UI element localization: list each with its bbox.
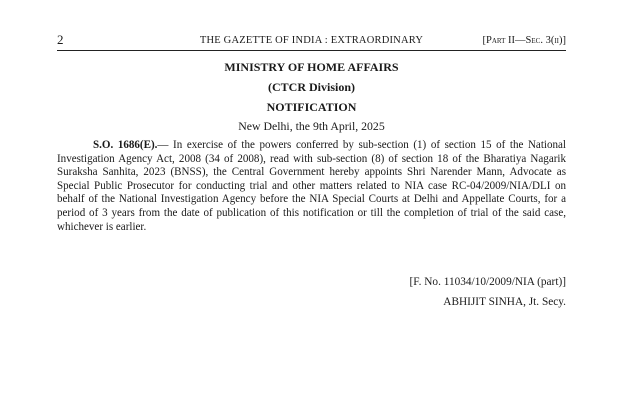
section-reference	[483, 34, 566, 48]
division-heading: (CTCR Division)	[267, 80, 355, 94]
signatory: ABHIJIT SINHA, Jt. Secy.	[443, 296, 566, 308]
page-header	[57, 34, 566, 48]
notification-body	[57, 139, 566, 234]
notification-title: NOTIFICATION	[266, 100, 357, 114]
section-part: Part II—Sec. 3(ii)	[486, 35, 563, 46]
ministry-heading: MINISTRY OF HOME AFFAIRS	[224, 60, 399, 74]
header-rule	[57, 50, 566, 51]
file-number: [F. No. 11034/10/2009/NIA (part)]	[409, 276, 566, 288]
notification-body-text: — In exercise of the powers conferred by sub-section (1) of section 15 of the National Investigation Agency Act, 2008 (34 of 2008), read with sub-section (8) of section 18 of the Bharatiya Nagarik Suraksha Sanhita, 2023 (BNSS), the Central Government hereby appoints Shri Narender Mann, Advocate as Special Public Prosecutor for conducting trial and other matters related to NIA case RC-04/2009/NIA/DLI on behalf of the National Investigation Agency before the NIA Special Courts at Delhi and Appellate Courts, for a period of 3 years from the date of publication of this notification or till the completion of trial of the said case, whichever is earlier.	[57, 139, 566, 233]
running-title: THE GAZETTE OF INDIA : EXTRAORDINARY	[199, 35, 424, 46]
dateline: New Delhi, the 9th April, 2025	[238, 119, 385, 133]
section-bracket-close: ]	[562, 35, 566, 46]
page-number: 2	[57, 32, 64, 47]
so-number: S.O. 1686(E).	[93, 139, 158, 151]
section-bracket-open: [	[482, 35, 487, 46]
